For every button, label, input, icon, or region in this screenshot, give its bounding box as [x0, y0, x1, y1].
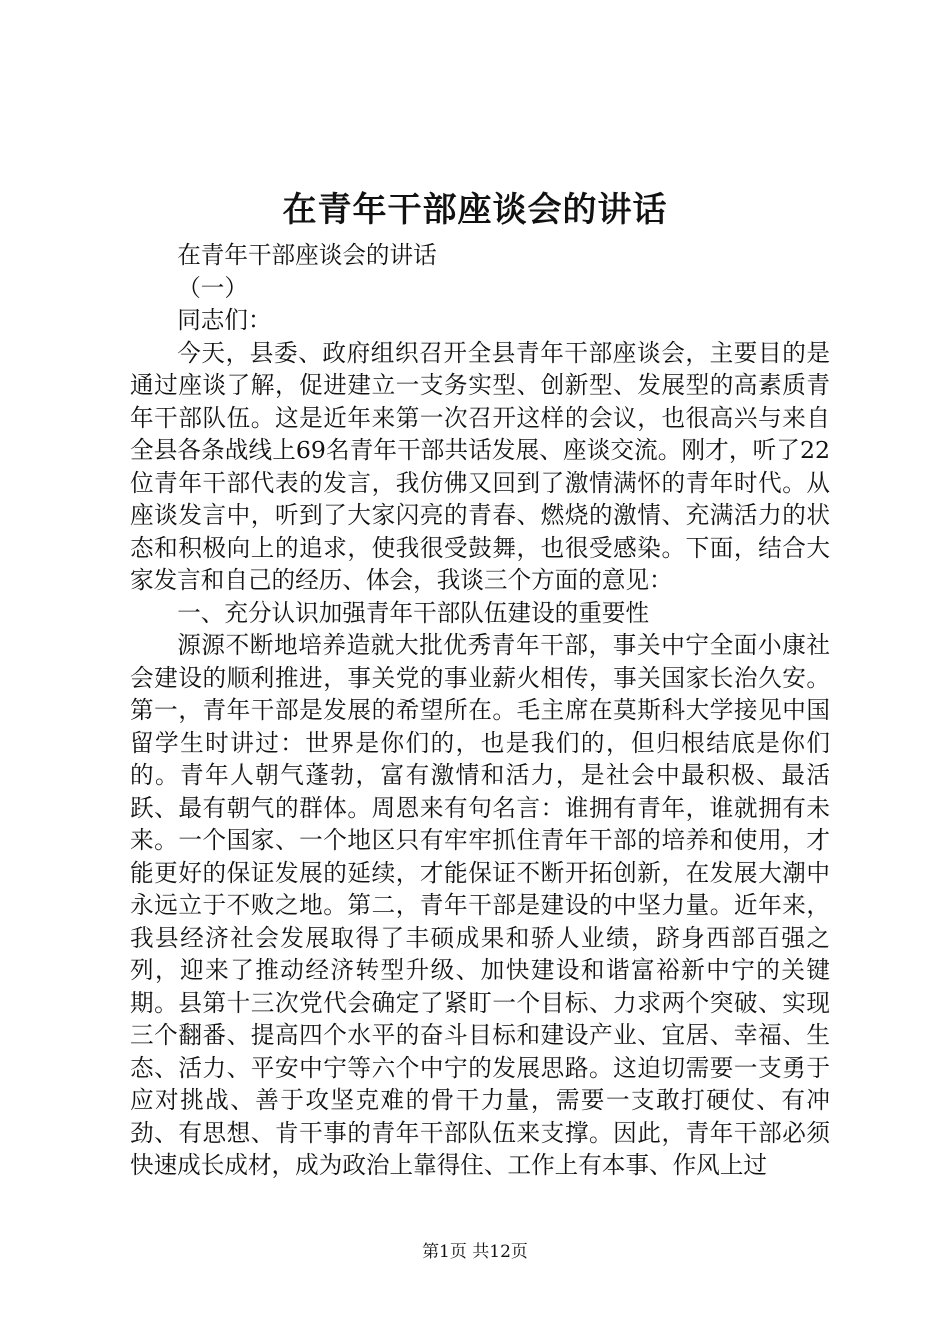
- document-body: [130, 239, 830, 1182]
- subtitle-paragraph: 在青年干部座谈会的讲话: [177, 241, 437, 269]
- intro-paragraph: 今天，县委、政府组织召开全县青年干部座谈会，主要目的是通过座谈了解，促进建立一支务实型、创新型、发展型的高素质青年干部队伍。这是近年来第一次召开这样的会议，也很高兴与来自全县各条战线上69名青年干部共话发展、座谈交流。刚才，听了22位青年干部代表的发言，我仿佛又回到了激情满怀的青年时代。从座谈发言中，听到了大家闪亮的青春、燃烧的激情、充满活力的状态和积极向上的追求，使我很受鼓舞，也很受感染。下面，结合大家发言和自己的经历、体会，我谈三个方面的意见：: [130, 338, 830, 594]
- section-heading-1: 一、充分认识加强青年干部队伍建设的重要性: [177, 598, 650, 627]
- salutation-paragraph: 同志们：: [177, 306, 272, 334]
- document-title: 在青年干部座谈会的讲话: [282, 190, 668, 230]
- page-footer: 第1页 共12页: [422, 1242, 528, 1262]
- body-paragraph: 源源不断地培养造就大批优秀青年干部，事关中宁全面小康社会建设的顺利推进，事关党的事业薪火相传，事关国家长治久安。第一，青年干部是发展的希望所在。毛主席在莫斯科大学接见中国留学生时讲过：世界是你们的，也是我们的，但归根结底是你们的。青年人朝气蓬勃，富有激情和活力，是社会中最积极、最活跃、最有朝气的群体。周恩来有句名言：谁拥有青年，谁就拥有未来。一个国家、一个地区只有牢牢抓住青年干部的培养和使用，才能更好的保证发展的延续，才能保证不断开拓创新，在发展大潮中永远立于不败之地。第二，青年干部是建设的中坚力量。近年来，我县经济社会发展取得了丰硕成果和骄人业绩，跻身西部百强之列，迎来了推动经济转型升级、加快建设和谐富裕新中宁的关键期。县第十三次党代会确定了紧盯一个目标、力求两个突破、实现三个翻番、提高四个水平的奋斗目标和建设产业、宜居、幸福、生态、活力、平安中宁等六个中宁的发展思路。这迫切需要一支勇于应对挑战、善于攻坚克难的骨干力量，需要一支敢打硬仗、有冲劲、有思想、肯干事的青年干部队伍来支撑。因此，青年干部必须快速成长成材，成为政治上靠得住、工作上有本事、作风上过: [130, 631, 830, 1179]
- section-number-paragraph: （一）: [177, 273, 248, 302]
